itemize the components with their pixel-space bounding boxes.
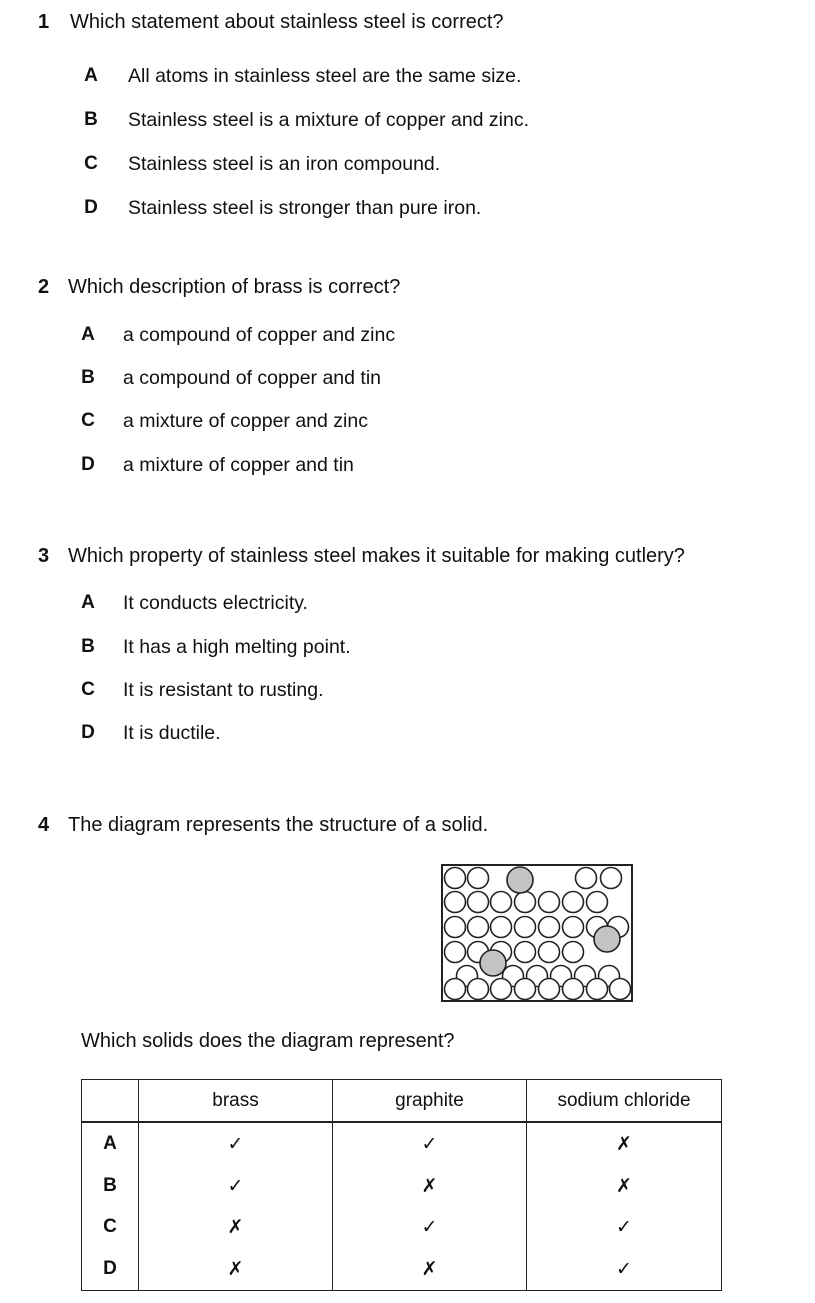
option-text: a mixture of copper and zinc [123,410,368,432]
answer-table [81,1079,722,1291]
table-cell: ✓ [527,1206,722,1248]
question-text: Which statement about stainless steel is correct? [70,11,504,33]
table-header-sodium-chloride: sodium chloride [527,1080,722,1123]
atom [563,942,584,963]
atom [563,979,584,1000]
atom [445,892,466,913]
atom [539,917,560,938]
table-row [82,1248,722,1290]
atom [515,892,536,913]
impurity-atom [480,950,506,976]
table-cell: ✓ [333,1122,527,1165]
option-text: It is ductile. [123,722,221,744]
option-letter: D [84,197,98,218]
table-cell: ✓ [527,1248,722,1290]
table-cell: ✗ [527,1165,722,1207]
solid-structure-diagram [441,864,633,1002]
table-cell: ✓ [139,1122,333,1165]
option-letter: D [81,722,95,743]
question-number: 1 [38,11,50,33]
table-header-graphite: graphite [333,1080,527,1123]
table-cell: ✗ [527,1122,722,1165]
table-row [82,1165,722,1207]
option-letter: C [81,410,95,431]
table-header-blank [82,1080,139,1123]
row-label: B [82,1165,139,1207]
question-text: Which description of brass is correct? [68,276,401,298]
row-label: C [82,1206,139,1248]
option-text: a mixture of copper and tin [123,454,354,476]
option-text: a compound of copper and tin [123,367,382,389]
option-letter: B [84,109,98,130]
atom [445,942,466,963]
option-text: a compound of copper and zinc [123,324,396,346]
impurity-atom [507,867,533,893]
table-cell: ✗ [333,1165,527,1207]
table-cell: ✗ [333,1248,527,1290]
question-text: Which property of stainless steel makes it suitable for making cutlery? [68,545,685,567]
option-letter: D [81,454,95,475]
row-label: A [82,1122,139,1165]
option-text: It conducts electricity. [123,592,308,614]
table-row [82,1206,722,1248]
question-number: 3 [38,545,50,567]
table-row [82,1122,722,1165]
atom [515,979,536,1000]
atom [468,979,489,1000]
atom [468,917,489,938]
question-number: 2 [38,276,50,298]
subquestion-text: Which solids does the diagram represent? [81,1030,455,1052]
option-text: All atoms in stainless steel are the same size. [128,65,522,87]
table-cell: ✗ [139,1206,333,1248]
option-text: Stainless steel is a mixture of copper and zinc. [128,109,530,131]
option-letter: A [84,65,98,86]
table-cell: ✓ [139,1165,333,1207]
option-text: Stainless steel is stronger than pure iron. [128,197,482,219]
atom [445,868,466,889]
question-number: 4 [38,814,50,836]
atom [610,979,631,1000]
atom [587,892,608,913]
table-header-row [82,1080,722,1123]
atom [563,917,584,938]
table-cell: ✗ [139,1248,333,1290]
option-letter: B [81,636,95,657]
atom [491,917,512,938]
atom [601,868,622,889]
atom [468,868,489,889]
option-text: Stainless steel is an iron compound. [128,153,441,175]
atom [515,917,536,938]
table-cell: ✓ [333,1206,527,1248]
option-letter: C [81,679,95,700]
option-letter: A [81,592,95,613]
option-text: It has a high melting point. [123,636,351,658]
atom [445,979,466,1000]
atom [539,942,560,963]
atom [468,892,489,913]
atom [539,979,560,1000]
row-label: D [82,1248,139,1290]
option-letter: C [84,153,98,174]
atom [515,942,536,963]
impurity-atom [594,926,620,952]
atom [563,892,584,913]
atom [587,979,608,1000]
atom [445,917,466,938]
table-header-brass: brass [139,1080,333,1123]
atom [576,868,597,889]
option-text: It is resistant to rusting. [123,679,324,701]
atom [491,892,512,913]
atom [539,892,560,913]
option-letter: B [81,367,95,388]
atom [491,979,512,1000]
option-letter: A [81,324,95,345]
question-text: The diagram represents the structure of a solid. [68,814,489,836]
